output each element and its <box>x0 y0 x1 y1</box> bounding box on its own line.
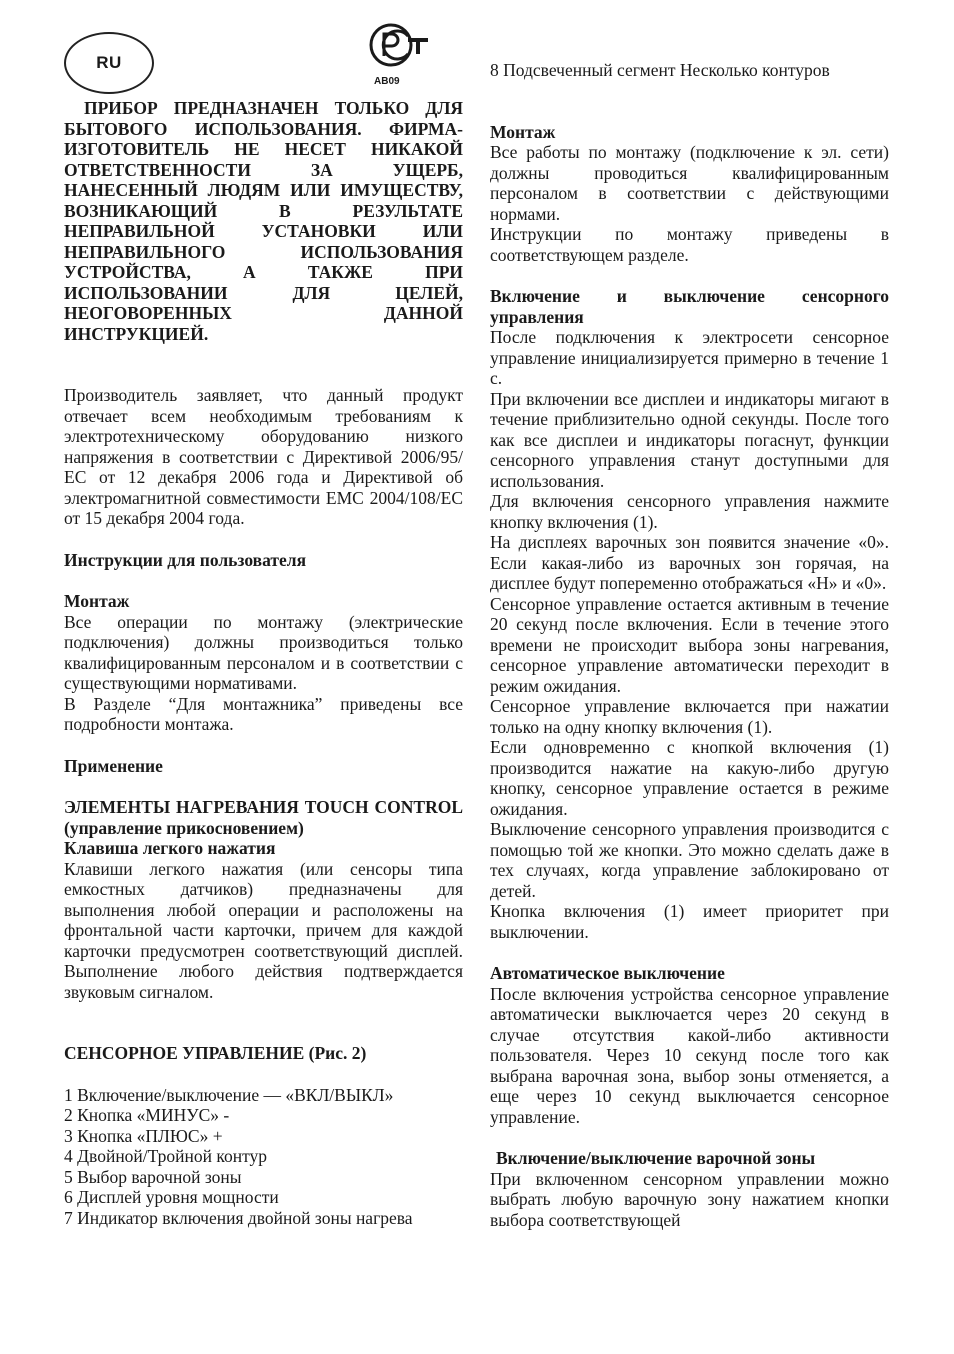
left-column <box>64 98 463 1228</box>
touch-key-heading: Клавиша легкого нажатия <box>64 838 276 858</box>
warning-text: ПРИБОР ПРЕДНАЗНАЧЕН ТОЛЬКО ДЛЯ БЫТОВОГО ИСПОЛЬЗОВАНИЯ. ФИРМА-ИЗГОТОВИТЕЛЬ НЕ НЕСЕТ НИКАКОЙ ОТВЕТСТВЕННОСТИ ЗА УЩЕРБ, НАНЕСЕННЫЙ ЛЮДЯМ ИЛИ ИМУЩЕСТВУ, ВОЗНИКАЮЩИЙ В РЕЗУЛЬТАТЕ НЕПРАВИЛЬНОЙ УСТАНОВКИ ИЛИ НЕПРАВИЛЬНОГО ИСПОЛЬЗОВАНИЯ УСТРОЙСТВА, А ТАКЖЕ ПРИ ИСПОЛЬЗОВАНИИ ДЛЯ ЦЕЛЕЙ, НЕОГОВОРЕННЫХ ДАННОЙ ИНСТРУКЦИЕЙ. <box>64 98 463 344</box>
auto-off-heading: Автоматическое выключение <box>490 963 725 983</box>
sensor-control-list <box>64 1085 463 1229</box>
list-item: 6 Дисплей уровня мощности <box>64 1187 279 1207</box>
montage-text-2: В Разделе “Для монтажника” приведены все подробности монтажа. <box>64 693 463 734</box>
pct-certification-mark-icon <box>368 22 432 68</box>
onoff-paragraph: Кнопка включения (1) имеет приоритет при выключении. <box>490 901 889 942</box>
onoff-paragraph: На дисплеях варочных зон появится значение «0». Если какая-либо из варочных зон горячая, на дисплее будут попеременно отображаться «Н» и «0». <box>490 532 889 593</box>
user-instructions-heading: Инструкции для пользователя <box>64 549 307 570</box>
list-item: 3 Кнопка «ПЛЮС» + <box>64 1125 223 1146</box>
montage-text: Все операции по монтажу (электрические подключения) должны производиться только квалифицированным персоналом и в соответствии с существующими нормативами. <box>64 611 463 693</box>
application-heading: Применение <box>64 755 163 776</box>
declaration-text: Производитель заявляет, что данный продукт отвечает всем необходимым требованиям к электротехническому оборудованию низкого напряжения в соответствии с Директивой 2006/95/ЕС от 12 декабря 2006 года и Директивой об электромагнитной совместимости ЕМС 2004/108/ЕС от 15 декабря 2004 года. <box>64 385 463 528</box>
list-item: 8 Подсвеченный сегмент Несколько контуров <box>490 60 830 80</box>
onoff-paragraph: Сенсорное управление включается при нажатии только на одну кнопку включения (1). <box>490 696 889 737</box>
onoff-paragraph: При включении все дисплеи и индикаторы мигают в течение приблизительно одной секунды. После того как все дисплеи и индикаторы погаснут, функции сенсорного управления станут доступными для использования. <box>490 388 889 491</box>
list-item: 2 Кнопка «МИНУС» - <box>64 1105 230 1125</box>
touch-key-text: Клавиши легкого нажатия (или сенсоры типа емкостных датчиков) предназначены для выполнения любой операции и расположены на фронтальной части карточки, причем для каждой карточки предусмотрен соответствующий дисплей. Выполнение любого действия подтверждается звуковым сигналом. <box>64 858 463 1002</box>
montage-text: Все работы по монтажу (подключение к эл. сети) должны проводиться квалифицированным персоналом в соответствии с действующими нормами. <box>490 142 889 224</box>
language-badge: RU <box>64 32 154 94</box>
list-item: 5 Выбор варочной зоны <box>64 1166 242 1187</box>
montage-heading: Монтаж <box>64 591 130 611</box>
montage-heading: Монтаж <box>490 121 556 142</box>
onoff-paragraph: Для включения сенсорного управления нажмите кнопку включения (1). <box>490 491 889 532</box>
auto-off-text: После включения устройства сенсорное управление автоматически выключается через 20 секунд в случае отсутствия какой-либо активности пользователя. Через 10 секунд после того как выбрана варочная зона, выбор зоны отменяется, а еще через 10 секунд выключается сенсорное управление. <box>490 983 889 1127</box>
montage-text-2: Инструкции по монтажу приведены в соответствующем разделе. <box>490 224 889 265</box>
onoff-paragraph: После подключения к электросети сенсорное управление инициализируется примерно в течение 1 с. <box>490 327 889 388</box>
list-item: 4 Двойной/Тройной контур <box>64 1146 268 1166</box>
onoff-paragraph: Если одновременно с кнопкой включения (1) производится нажатие на какую-либо другую кнопку, сенсорное управление остается в режиме ожидания. <box>490 737 889 819</box>
elements-heading: ЭЛЕМЕНТЫ НАГРЕВАНИЯ TOUCH CONTROL (управление прикосновением) <box>64 797 463 838</box>
onoff-paragraph: Сенсорное управление остается активным в течение 20 секунд после включения. Если в течение этого времени не происходит выбора зоны нагревания, сенсорное управление автоматически переходит в режим ожидания. <box>490 593 889 696</box>
sensor-control-heading: СЕНСОРНОЕ УПРАВЛЕНИЕ (Рис. 2) <box>64 1043 367 1063</box>
certification-code: AB09 <box>374 76 400 87</box>
onoff-heading: Включение и выключение сенсорного управления <box>490 286 889 327</box>
right-column <box>490 60 889 1230</box>
zone-onoff-heading: Включение/выключение варочной зоны <box>496 1148 816 1168</box>
list-item: 7 Индикатор включения двойной зоны нагрева <box>64 1207 413 1228</box>
list-item: 1 Включение/выключение — «ВКЛ/ВЫКЛ» <box>64 1084 394 1105</box>
zone-onoff-text: При включенном сенсорном управлении можно выбрать любую варочную зону нажатием кнопки выбора соответствующей <box>490 1168 889 1230</box>
onoff-paragraph: Выключение сенсорного управления производится с помощью той же кнопки. Это можно сделать даже в тех случаях, когда управление заблокировано от детей. <box>490 819 889 901</box>
